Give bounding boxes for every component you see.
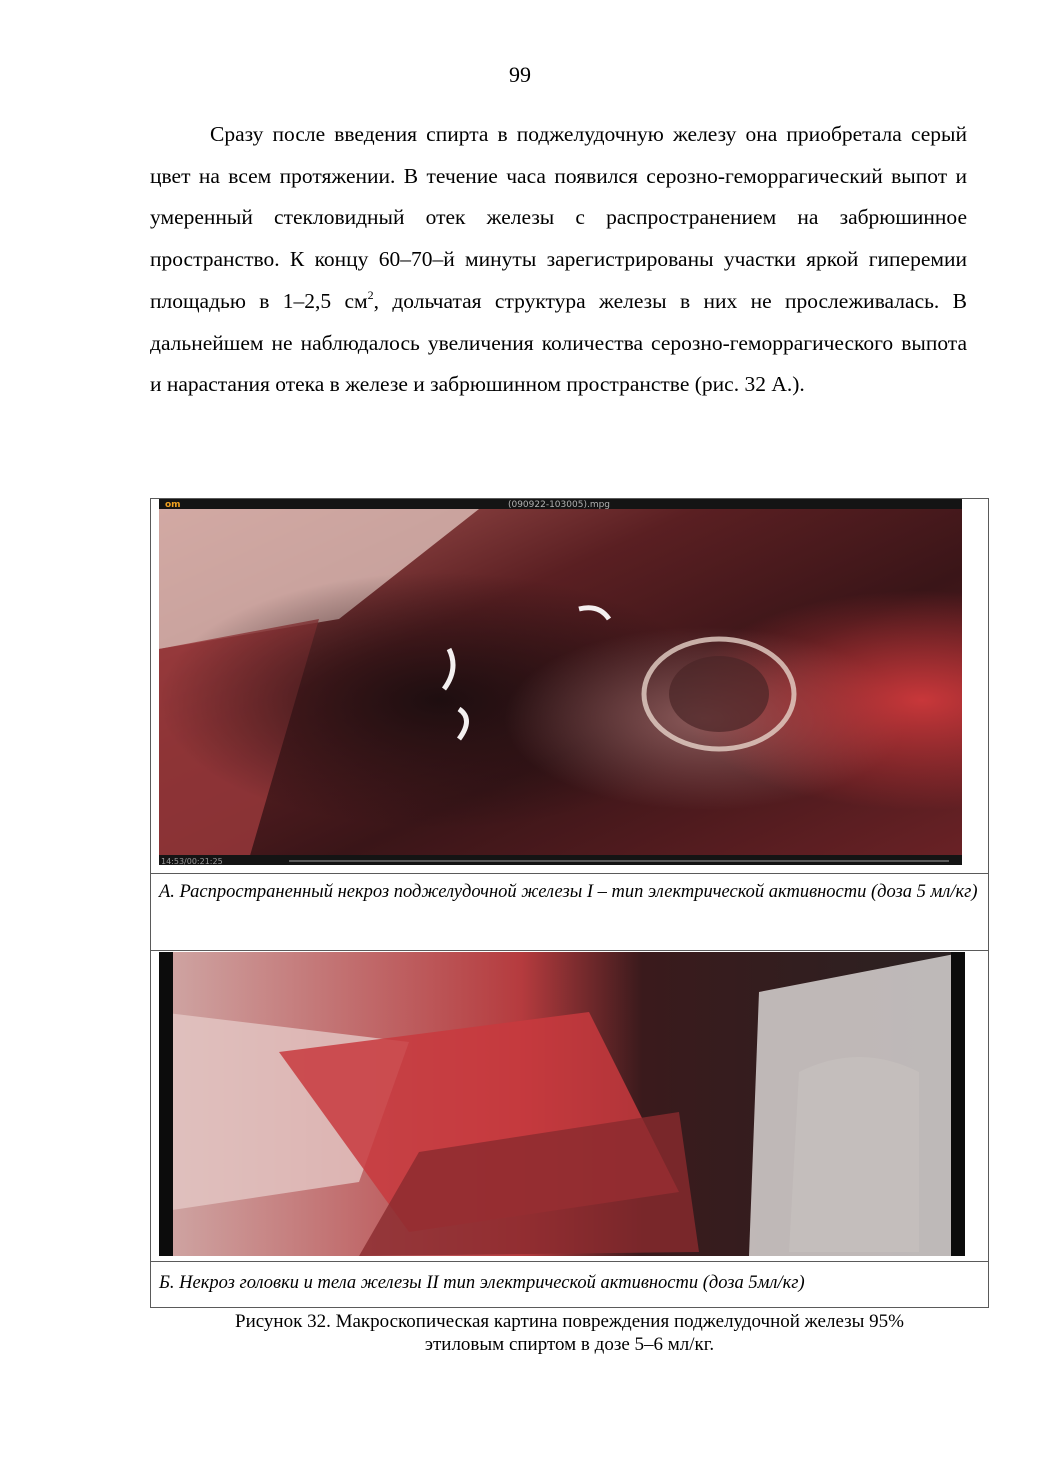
figure-table	[150, 498, 989, 1308]
figure-a-caption: А. Распространенный некроз поджелудочной железы I – тип электрической активности (доза 5 мл/кг)	[151, 873, 988, 951]
figure-title-line-1: Рисунок 32. Макроскопическая картина повреждения поджелудочной железы 95%	[235, 1311, 904, 1332]
page-number: 99	[509, 62, 531, 87]
figure-a-photo	[159, 499, 962, 865]
paragraph-text-part2: , дольчатая структура железы в них не прослеживалась. В дальнейшем не наблюдалось увеличения количества серозно-геморрагического выпота и нарастания отека в железе и забрюшинном пространстве (рис. 32 А.).	[150, 288, 967, 397]
superscript-square: 2	[367, 287, 374, 302]
video-timestamp-text: 14:53/00:21:25	[161, 857, 223, 865]
figure-title	[150, 1310, 989, 1356]
figure-b-photo	[159, 952, 965, 1256]
figure-b-caption: Б. Некроз головки и тела железы II тип электрической активности (доза 5мл/кг)	[151, 1261, 988, 1307]
body-paragraph	[150, 114, 967, 406]
video-filename-text: (090922-103005).mpg	[507, 500, 611, 510]
paragraph-text-part1: Сразу после введения спирта в поджелудочную железу она приобретала серый цвет на всем протяжении. В течение часа появился серозно-геморрагический выпот и умеренный стекловидный отек железы с распространением на забрюшинное пространство. К концу 60–70–й минуты зарегистрированы участки яркой гиперемии площадью в 1–2,5 см	[150, 122, 967, 313]
figure-title-line-2: этиловым спиртом в дозе 5–6 мл/кг.	[424, 1334, 715, 1355]
video-logo-text: om	[165, 500, 181, 510]
